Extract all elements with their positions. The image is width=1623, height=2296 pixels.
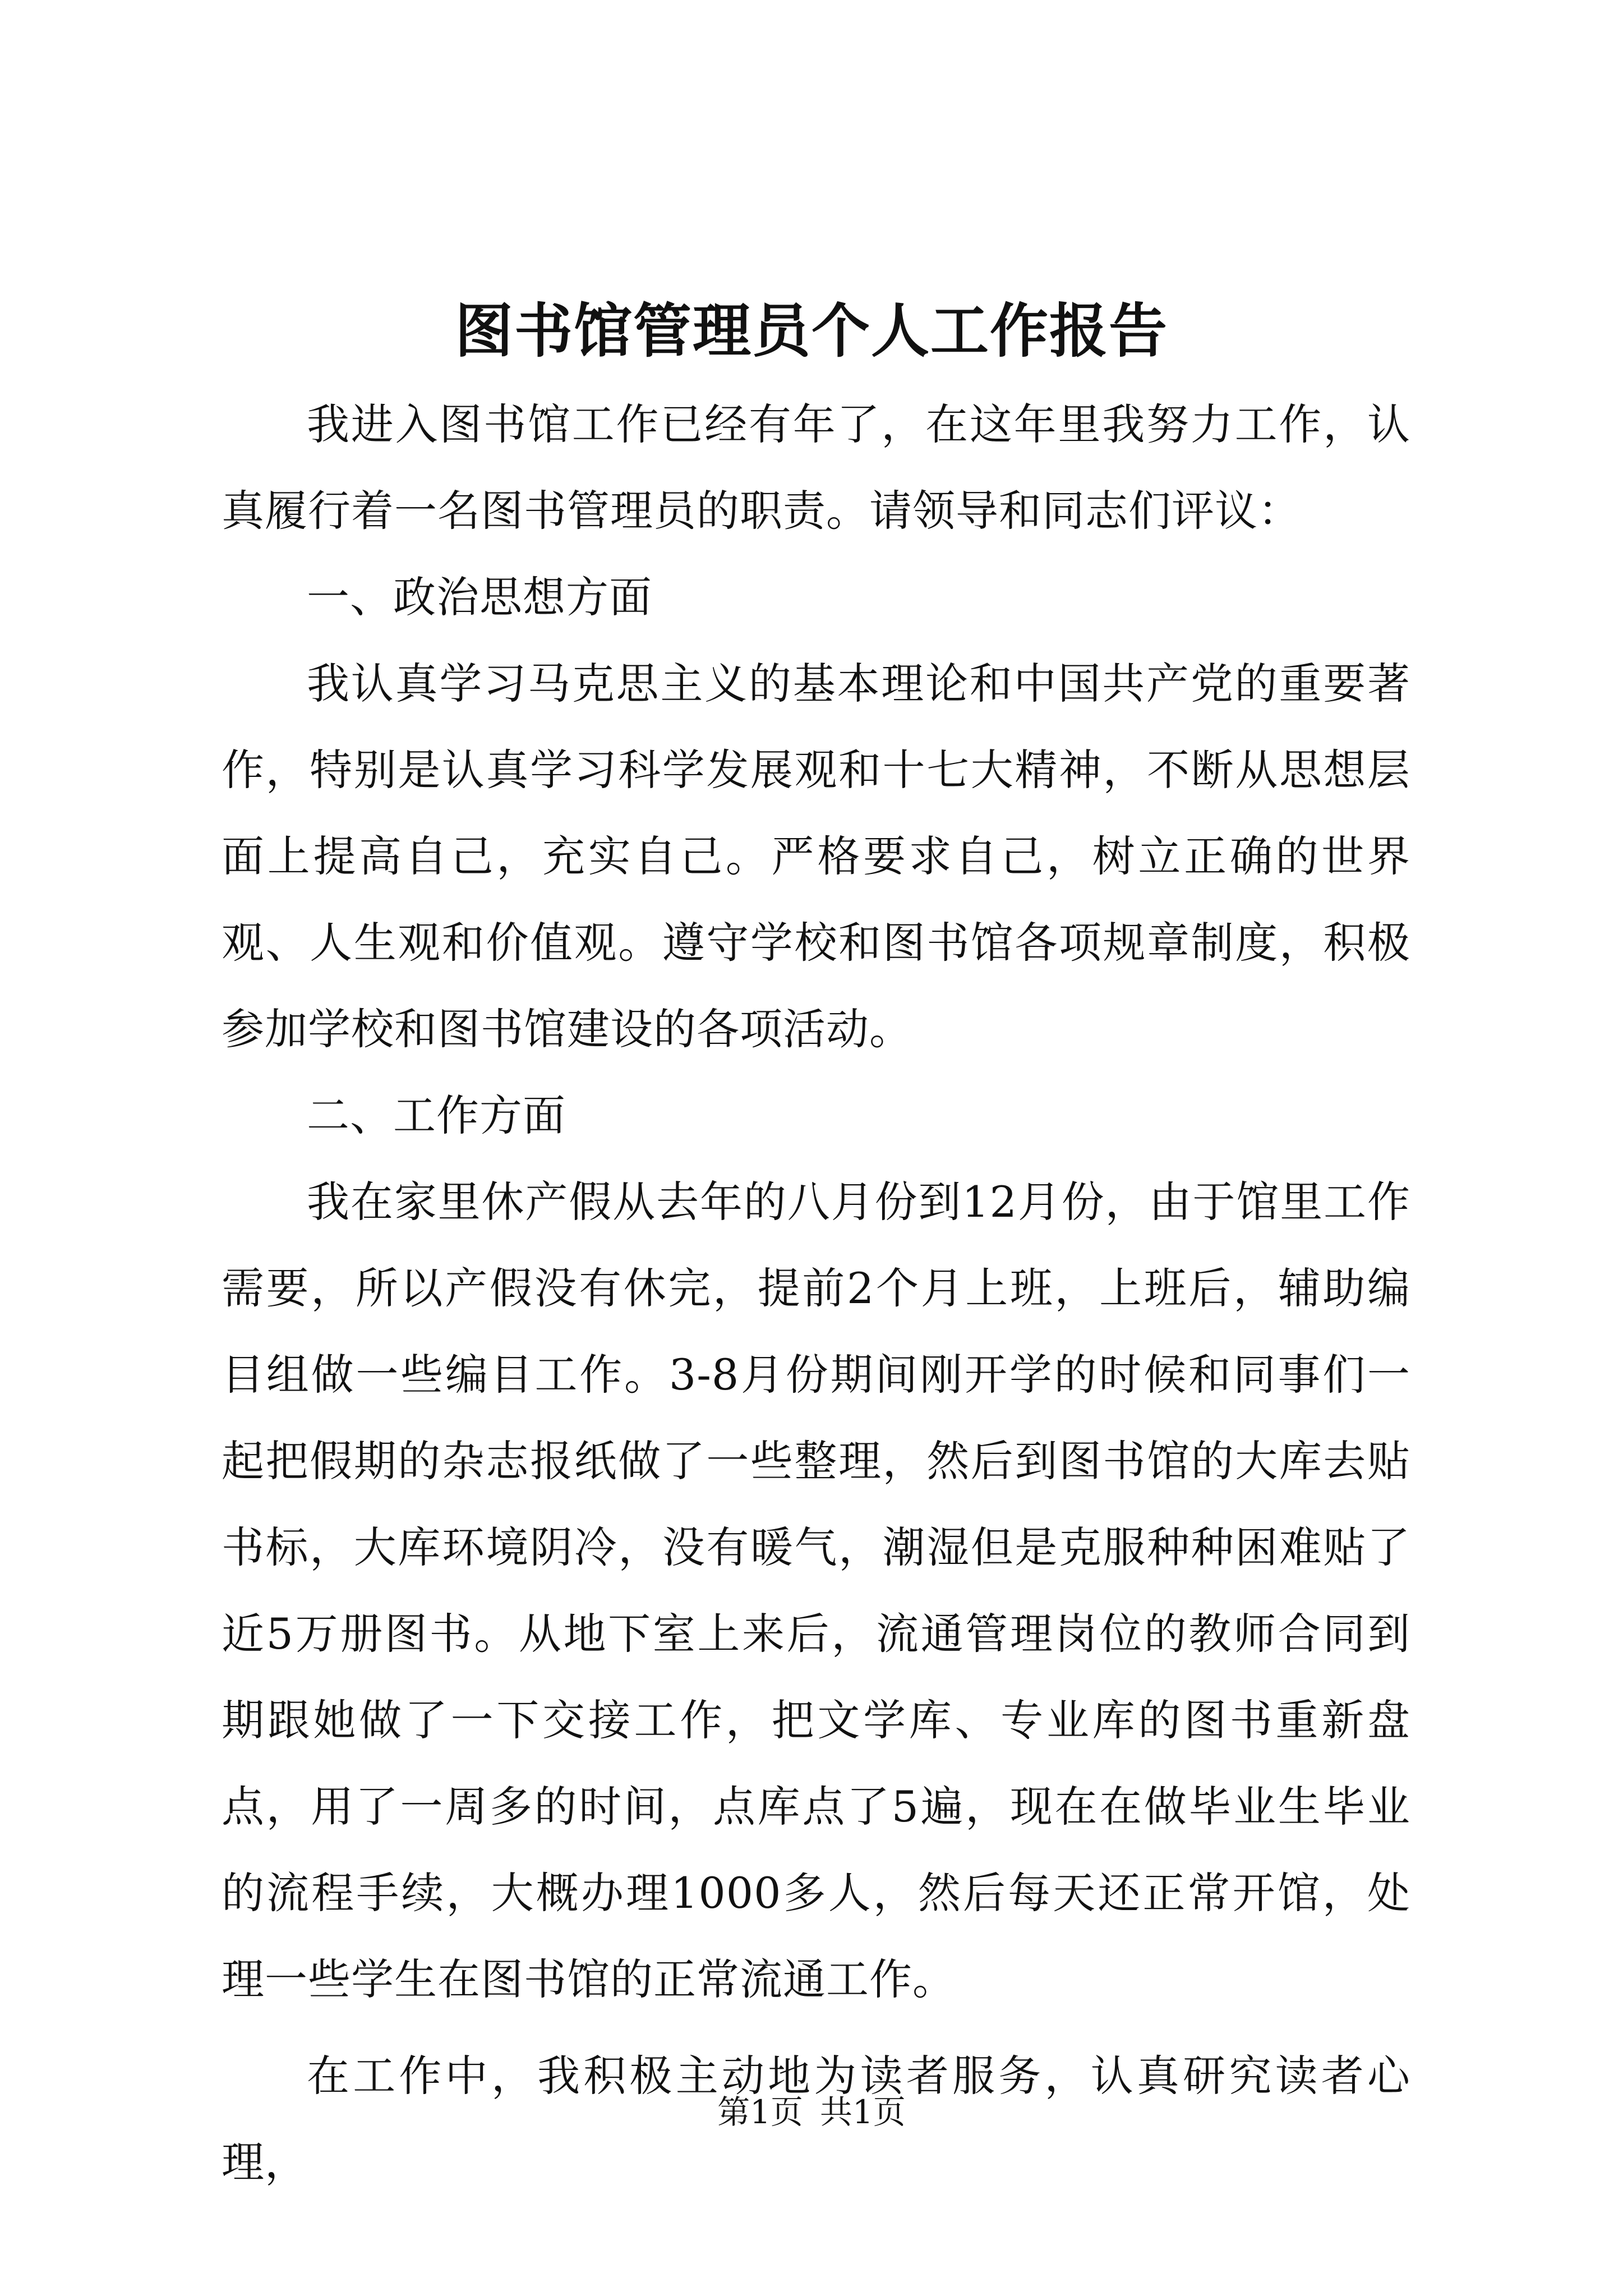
section-heading-political: 一、政治思想方面 (307, 572, 652, 622)
page-number-current: 第1页 (717, 2093, 803, 2131)
paragraph-service: 在工作中，我积极主动地为读者服务，认真研究读者心理， (222, 2051, 1410, 2187)
paragraph-political: 我认真学习马克思主义的基本理论和中国共产党的重要著作，特别是认真学习科学发展观和十七大精神，不断从思想层面上提高自己，充实自己。严格要求自己，树立正确的世界观、人生观和价值观。遵守学校和图书馆各项规章制度，积极参加学校和图书馆建设的各项活动。 (222, 659, 1410, 1054)
page-number-total: 共1页 (820, 2093, 906, 2131)
document-title: 图书馆管理员个人工作报告 (454, 296, 1168, 365)
paragraph-work: 我在家里休产假从去年的八月份到12月份，由于馆里工作需要，所以产假没有休完，提前2个月上班，上班后，辅助编目组做一些编目工作。3-8月份期间刚开学的时候和同事们一起把假期的杂志报纸做了一些整理，然后到图书馆的大库去贴书标，大库环境阴冷，没有暖气，潮湿但是克服种种困难贴了近5万册图书。从地下室上来后，流通管理岗位的教师合同到期跟她做了一下交接工作，把文学库、专业库的图书重新盘点，用了一周多的时间，点库点了5遍，现在在做毕业生毕业的流程手续，大概办理1000多人，然后每天还正常开馆，处理一些学生在图书馆的正常流通工作。 (222, 1177, 1410, 2004)
document-body (222, 381, 1410, 2206)
paragraph-intro: 我进入图书馆工作已经有年了，在这年里我努力工作，认真履行着一名图书管理员的职责。请领导和同志们评议： (222, 399, 1410, 536)
page-footer (0, 2090, 1623, 2134)
section-heading-work: 二、工作方面 (307, 1091, 566, 1140)
